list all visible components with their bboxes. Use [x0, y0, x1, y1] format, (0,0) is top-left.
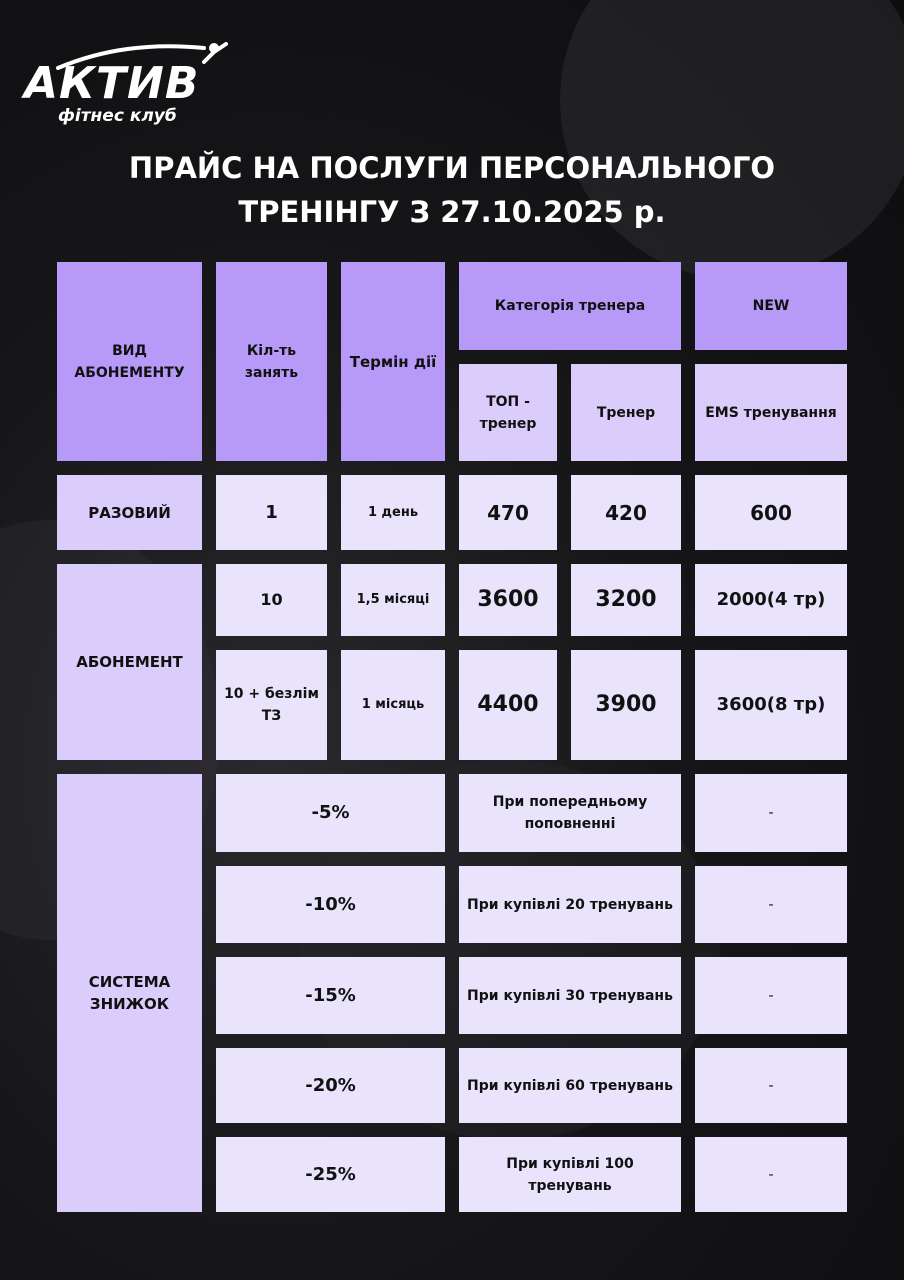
page-title-line-2: ТРЕНІНГУ З 27.10.2025 р. — [238, 195, 666, 229]
subscription-ems-price: 2000(4 тр) — [695, 564, 847, 636]
discount-percent: -20% — [216, 1048, 445, 1123]
header-subscription-type: ВИД АБОНЕМЕНТУ — [57, 262, 202, 461]
discount-ems-value: - — [695, 957, 847, 1034]
brand-logo — [24, 38, 234, 130]
subscription-term: 1,5 місяці — [341, 564, 445, 636]
discount-percent: -10% — [216, 866, 445, 943]
page-title-line-1: ПРАЙС НА ПОСЛУГИ ПЕРСОНАЛЬНОГО — [128, 151, 776, 185]
header-new: NEW — [695, 262, 847, 350]
header-trainer: Тренер — [571, 364, 681, 461]
single-ems-price: 600 — [695, 475, 847, 550]
discount-condition: При купівлі 100 тренувань — [459, 1137, 681, 1212]
discount-percent: -15% — [216, 957, 445, 1034]
subscription-count: 10 — [216, 564, 327, 636]
discount-percent: -5% — [216, 774, 445, 852]
subscription-trainer-price: 3900 — [571, 650, 681, 760]
subscription-top-price: 3600 — [459, 564, 557, 636]
single-term: 1 день — [341, 475, 445, 550]
discount-condition: При купівлі 30 тренувань — [459, 957, 681, 1034]
discount-ems-value: - — [695, 866, 847, 943]
header-top-trainer: ТОП - тренер — [459, 364, 557, 461]
subscription-term: 1 місяць — [341, 650, 445, 760]
subscription-trainer-price: 3200 — [571, 564, 681, 636]
single-top-price: 470 — [459, 475, 557, 550]
discount-condition: При купівлі 60 тренувань — [459, 1048, 681, 1123]
discount-condition: При купівлі 20 тренувань — [459, 866, 681, 943]
subscription-top-price: 4400 — [459, 650, 557, 760]
row-label-single: РАЗОВИЙ — [57, 475, 202, 550]
row-label-subscription: АБОНЕМЕНТ — [57, 564, 202, 760]
subscription-count: 10 + безлім ТЗ — [216, 650, 327, 760]
background-shape — [560, 0, 904, 280]
brand-name: АКТИВ — [24, 58, 200, 109]
discount-ems-value: - — [695, 774, 847, 852]
brand-subtitle: фітнес клуб — [58, 106, 177, 126]
row-label-discounts: СИСТЕМА ЗНИЖОК — [57, 774, 202, 1212]
header-session-count: Кіл-ть занять — [216, 262, 327, 461]
header-term: Термін дії — [341, 262, 445, 461]
header-ems-training: EMS тренування — [695, 364, 847, 461]
header-trainer-category: Категорія тренера — [459, 262, 681, 350]
subscription-ems-price: 3600(8 тр) — [695, 650, 847, 760]
discount-percent: -25% — [216, 1137, 445, 1212]
discount-condition: При попередньому поповненні — [459, 774, 681, 852]
discount-ems-value: - — [695, 1137, 847, 1212]
discount-ems-value: - — [695, 1048, 847, 1123]
single-count: 1 — [216, 475, 327, 550]
single-trainer-price: 420 — [571, 475, 681, 550]
